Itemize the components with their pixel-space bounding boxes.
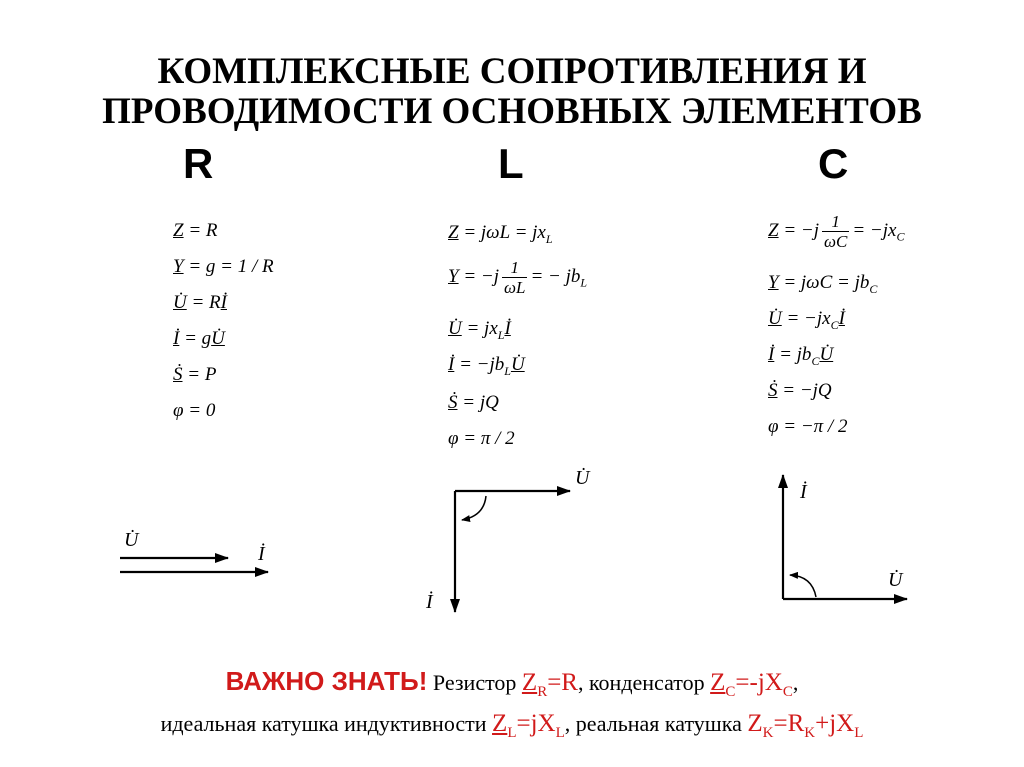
- real-coil-impedance: $Z_K=R_K+jX_L$: [747, 710, 864, 741]
- capacitor-text: , конденсатор: [577, 670, 711, 695]
- title-line-2: ПРОВОДИМОСТИ ОСНОВНЫХ ЭЛЕМЕНТОВ: [102, 91, 922, 132]
- column-header-c: C: [818, 140, 849, 187]
- capacitor-impedance: $Z_C=-jX_C$: [710, 669, 793, 700]
- r-voltage-label: U̇: [124, 529, 139, 551]
- l-current-label: İ: [426, 591, 433, 613]
- r-formula-phi: φ = 0: [173, 400, 216, 421]
- c-formula-phi: φ = −π / 2: [768, 416, 848, 437]
- r-formula-i: İ = gU̇: [173, 328, 225, 349]
- l-formula-s: Ṡ = jQ: [448, 392, 499, 413]
- c-phasor-diagram: [783, 475, 907, 599]
- l-formula-y: Y = −j $\frac{1}{\omega L}$ = − $jb_L$: [448, 258, 588, 297]
- ideal-coil-text: идеальная катушка индуктивности: [160, 711, 493, 736]
- r-formula-y: Y = g = 1 / R: [173, 256, 274, 277]
- ideal-coil-impedance: $Z_L=jX_L$: [492, 710, 565, 741]
- resistor-text: Резистор: [427, 670, 522, 695]
- l-formula-i: İ = $-jb_LU̇$: [448, 354, 525, 378]
- column-header-l: L: [498, 140, 524, 187]
- l-formula-phi: φ = π / 2: [448, 428, 515, 449]
- title-line-1: КОМПЛЕКСНЫЕ СОПРОТИВЛЕНИЯ И: [157, 51, 867, 92]
- important-note-accent: ВАЖНО ЗНАТЬ!: [225, 666, 428, 696]
- l-formula-z: $Z = j\omega L = jx_L$: [448, 222, 553, 246]
- l-angle-arc: [462, 496, 486, 520]
- c-formula-u: U̇ = $-jx_Cİ$: [768, 308, 845, 332]
- l-voltage-label: U̇: [575, 467, 590, 489]
- column-header-r: R: [183, 140, 214, 187]
- c-formula-z: Z = −j $\frac{1}{\omega C}$ = $-jx_C$: [768, 212, 905, 251]
- r-formula-z: Z = R: [173, 220, 218, 241]
- resistor-impedance: $Z_R=R$: [521, 669, 578, 700]
- c-formula-s: Ṡ = −jQ: [768, 380, 832, 401]
- r-phasor-diagram: [120, 528, 268, 572]
- important-note-line-2: [0, 710, 1024, 742]
- r-formula-u: U̇ = Rİ: [173, 292, 227, 313]
- real-coil-text: , реальная катушка: [564, 711, 748, 736]
- r-formula-s: Ṡ = P: [173, 364, 217, 385]
- l-phasor-diagram: [425, 466, 591, 613]
- c-current-label: İ: [800, 481, 807, 503]
- r-current-label: İ: [258, 543, 265, 565]
- c-formula-i: İ = $jb_CU̇$: [768, 344, 834, 368]
- c-angle-arc: [790, 575, 816, 597]
- l-formula-u: U̇ = $jx_Lİ$: [448, 318, 511, 342]
- c-voltage-label: U̇: [888, 569, 903, 591]
- c-formula-y: $Y = j\omega C = jb_C$: [768, 272, 878, 296]
- important-note-line-1: ВАЖНО ЗНАТЬ! Резистор $Z_R=R$, конденсатор $Z_C=-jX_C$,: [225, 666, 799, 700]
